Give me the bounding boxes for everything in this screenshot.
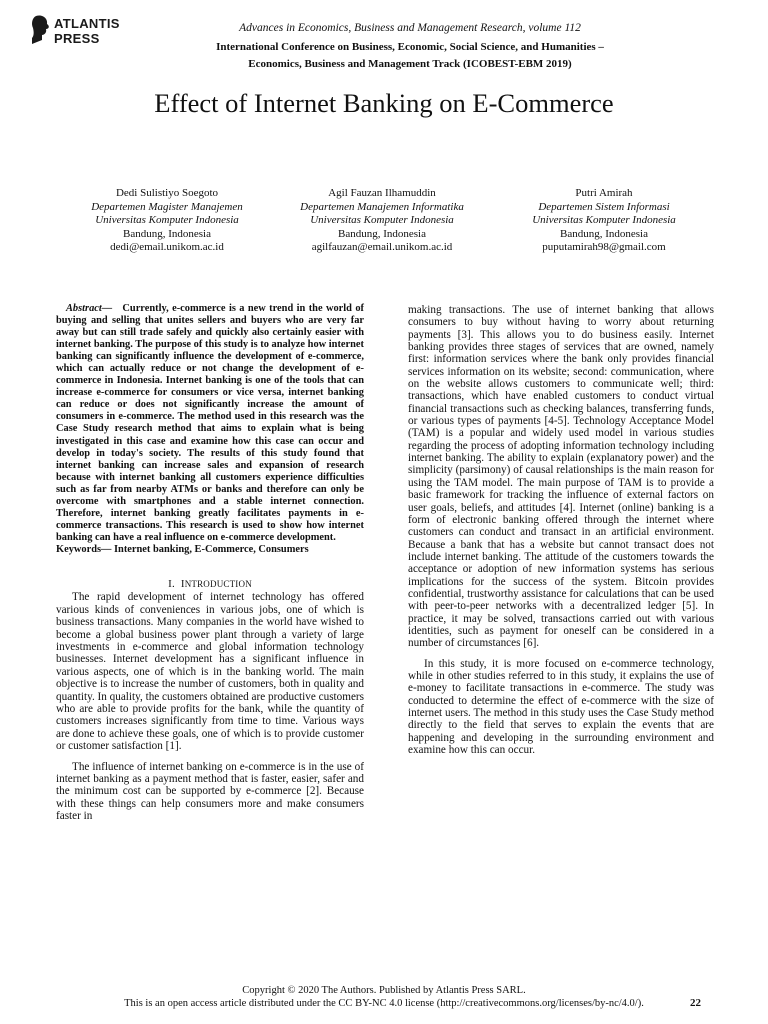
author-city: Bandung, Indonesia: [560, 227, 648, 240]
series-line: Advances in Economics, Business and Management Research, volume 112: [239, 22, 581, 34]
body-paragraph: In this study, it is more focused on e-commerce technology, while in other studies referred to in this study, it explains the use of e-money to facilitate transactions in e-commerce. The study was conducted to determine the effect of e-commerce with the size of internet users. The method in this study uses the Case Study method directly to the field that serves to explain the events that are happening and developing in the surrounding environment and examine how this can occur.: [408, 657, 714, 757]
abstract: [56, 303, 364, 544]
atlantis-logo-icon: [30, 14, 52, 46]
author-block: [504, 187, 704, 255]
author-city: Bandung, Indonesia: [338, 227, 426, 240]
author-email: dedi@email.unikom.ac.id: [110, 241, 224, 254]
author-dept: Departemen Magister Manajemen: [91, 200, 243, 213]
page-number: 22: [690, 997, 701, 1009]
author-city: Bandung, Indonesia: [123, 227, 211, 240]
abstract-text: Currently, e-commerce is a new trend in the world of buying and selling that unites sellers and buyers who are very far away but can still trade safely and quickly also certainly easier with internet banking. The purpose of this study is to analyze how internet banking can significantly influence the development of e-commerce, which can actually reduce or not change the development of e-commerce in Indonesia. Internet banking is one of the tools that can increase e-commerce for consumers or vice versa, internet banking can reduce or does not significantly increase the amount of consumers in e-commerce. The method used in this research was the Case Study research method that aims to explain what is being investigated in this case and examine how this case can occur and develop in today's society. The results of this study found that internet banking can increase sales and expansion of research because with internet banking all customers experience difficulties such as far from nearby ATMs or banks and therefore can only be overcome with smartphones and a stable internet connection. Therefore, internet banking greatly facilitates payments in e-commerce transactions. This research is used to show how internet banking can have a real influence on e-commerce development.: [56, 303, 364, 543]
author-univ: Universitas Komputer Indonesia: [310, 214, 454, 227]
author-block: [282, 187, 482, 255]
author-univ: Universitas Komputer Indonesia: [532, 214, 676, 227]
section-number: I.: [168, 577, 175, 590]
author-email: agilfauzan@email.unikom.ac.id: [311, 241, 453, 254]
footer-license: This is an open access article distributed under the CC BY-NC 4.0 license (http://creativecommons.org/licenses/by-nc/4.0/).: [124, 998, 644, 1009]
section-initial: I: [180, 577, 185, 590]
right-column: [408, 304, 714, 764]
author-univ: Universitas Komputer Indonesia: [95, 214, 239, 227]
paper-title: Effect of Internet Banking on E-Commerce: [154, 88, 614, 118]
author-name: Putri Amirah: [575, 187, 633, 199]
author-dept: Departemen Sistem Informasi: [538, 200, 670, 213]
body-paragraph: The influence of internet banking on e-commerce is in the use of internet banking as a payment method that is faster, easier, safer and the minimum cost can be supported by e-commerce [2]. Because with these things can help consumers more and make consumers faster in: [56, 760, 364, 823]
keywords: Keywords— Internet banking, E-Commerce, Consumers: [56, 543, 309, 555]
author-dept: Departemen Manajemen Informatika: [300, 200, 464, 213]
logo-line1: ATLANTIS: [54, 16, 120, 31]
author-name: Agil Fauzan Ilhamuddin: [328, 187, 436, 199]
body-paragraph: making transactions. The use of internet banking that allows consumers to buy without having to worry about returning payments [3]. This allows you to do business easily. Internet banking provides three stages of services that are owned, namely first: information services where the bank only provides financial services information on its website; second: communication, where on the website allows customers to communicate well; third: transactions, which have enabled customers to conduct virtual financial transactions such as checking balances, transferring funds, or various types of payments [4-5]. Technology Acceptance Model (TAM) is a popular and widely used model in various studies regarding the process of adopting information technology including internet banking. The ability to explain (explanatory power) and the simplicity (parsimony) of causal relationships is the main reason for using the TAM model. The main purpose of TAM is to provide a basic framework for tracking the influence of external factors on user goals, beliefs, and attitudes [4]. Internet (online) banking is a form of electronic banking offered through the internet where customers can conduct and transact in an artificial environment. Because a bank that has a website but cannot transact does not include internet banking. The attitude of the customers towards the acceptance or adoption of new information systems has serious implications for the success of the system. Bitcoin provides confidential, trustworthy assistance for calculations that can be used with peer-to-peer networks with a decentralized ledger [5]. In practice, it may be solved, transactions carried out with various identities, such as payment for oneself can be considered in a number of circumstances [6].: [408, 304, 714, 650]
atlantis-press-logo: [30, 14, 140, 54]
logo-line2: PRESS: [54, 31, 100, 46]
conference-line-1: International Conference on Business, Economic, Social Science, and Humanities –: [216, 41, 604, 53]
footer-copyright: Copyright © 2020 The Authors. Published by Atlantis Press SARL.: [242, 985, 526, 996]
author-block: [67, 187, 267, 255]
conference-line-2: Economics, Business and Management Track (ICOBEST-EBM 2019): [248, 58, 572, 70]
author-email: puputamirah98@gmail.com: [542, 241, 666, 254]
author-name: Dedi Sulistiyo Soegoto: [115, 187, 219, 199]
abstract-label: Abstract—: [66, 303, 113, 314]
body-paragraph: The rapid development of internet technology has offered various kinds of conveniences in various jobs, one of which is business transactions. Many companies in the world have wished to become a global business power plant through a variety of large investments in e-commerce and global information technology businesses. Internet development has a significant influence in various aspects, one of which is in the banking world. The main objective is to increase the number of customers, both in quality and quantity. In quality, the customers obtained are productive customers who are able to provide profits for the bank, while the quantity of customers increases significantly from time to time. Various ways are done to achieve these goals, one of which is to provide customer or customer satisfaction [1].: [56, 591, 364, 753]
section-title-rest: NTRODUCTION: [184, 578, 252, 589]
section-heading-introduction: [56, 578, 364, 590]
left-column: [56, 303, 364, 831]
